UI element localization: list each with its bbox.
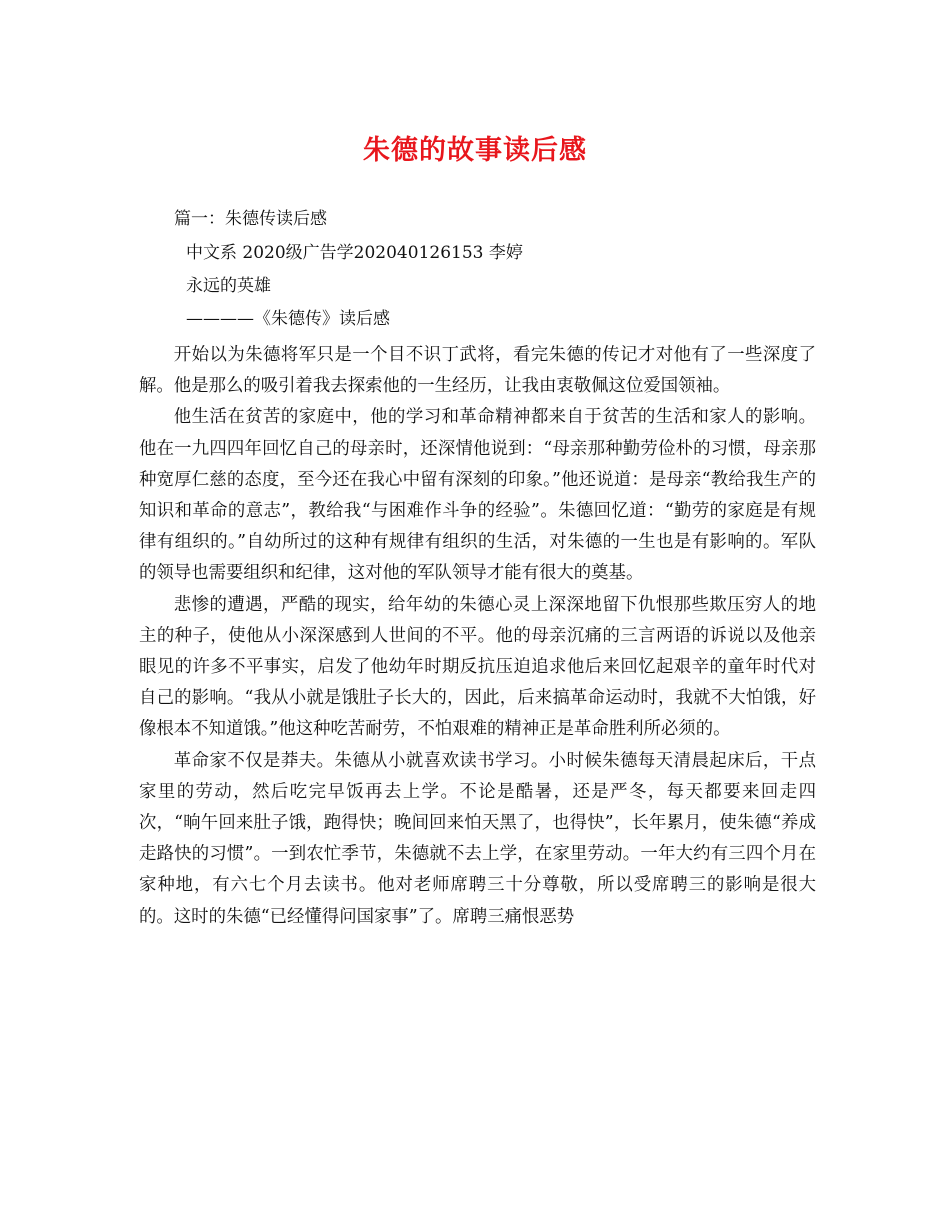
document-body	[139, 340, 816, 933]
document-title: 朱德的故事读后感	[363, 135, 587, 166]
section-heading: 篇一：朱德传读后感	[174, 209, 327, 229]
body-paragraph: 开始以为朱德将军只是一个目不识丁武将，看完朱德的传记才对他有了一些深度了解。他是那么的吸引着我去探索他的一生经历，让我由衷敬佩这位爱国领袖。	[139, 345, 816, 397]
body-paragraph: 革命家不仅是莽夫。朱德从小就喜欢读书学习。小时候朱德每天清晨起床后，干点家里的劳动，然后吃完早饭再去上学。不论是酷暑，还是严冬，每天都要来回走四次，“晌午回来肚子饿，跑得快；晚间回来怕天黑了，也得快”，长年累月，使朱德“养成走路快的习惯”。一到农忙季节，朱德就不去上学，在家里劳动。一年大约有三四个月在家种地，有六七个月去读书。他对老师席聘三十分尊敬，所以受席聘三的影响是很大的。这时的朱德“已经懂得问国家事”了。席聘三痛恨恶势	[139, 750, 816, 927]
essay-subtitle: ————《朱德传》读后感	[186, 309, 390, 329]
body-paragraph: 悲惨的遭遇，严酷的现实，给年幼的朱德心灵上深深地留下仇恨那些欺压穷人的地主的种子，使他从小深深感到人世间的不平。他的母亲沉痛的三言两语的诉说以及他亲眼见的许多不平事实，启发了他幼年时期反抗压迫追求他后来回忆起艰辛的童年时代对自己的影响。“我从小就是饿肚子长大的，因此，后来搞革命运动时，我就不大怕饿，好像根本不知道饿。”他这种吃苦耐劳，不怕艰难的精神正是革命胜利所必须的。	[139, 594, 816, 740]
author-line: 中文系 2020级广告学202040126153 李婷	[186, 243, 523, 263]
essay-title: 永远的英雄	[186, 276, 271, 296]
body-paragraph: 他生活在贫苦的家庭中，他的学习和革命精神都来自于贫苦的生活和家人的影响。他在一九四四年回忆自己的母亲时，还深情他说到：“母亲那种勤劳俭朴的习惯，母亲那种宽厚仁慈的态度，至今还在我心中留有深刻的印象。”他还说道：是母亲“教给我生产的知识和革命的意志”，教给我“与困难作斗争的经验”。朱德回忆道：“勤劳的家庭是有规律有组织的。”自幼所过的这种有规律有组织的生活，对朱德的一生也是有影响的。军队的领导也需要组织和纪律，这对他的军队领导才能有很大的奠基。	[139, 407, 816, 584]
